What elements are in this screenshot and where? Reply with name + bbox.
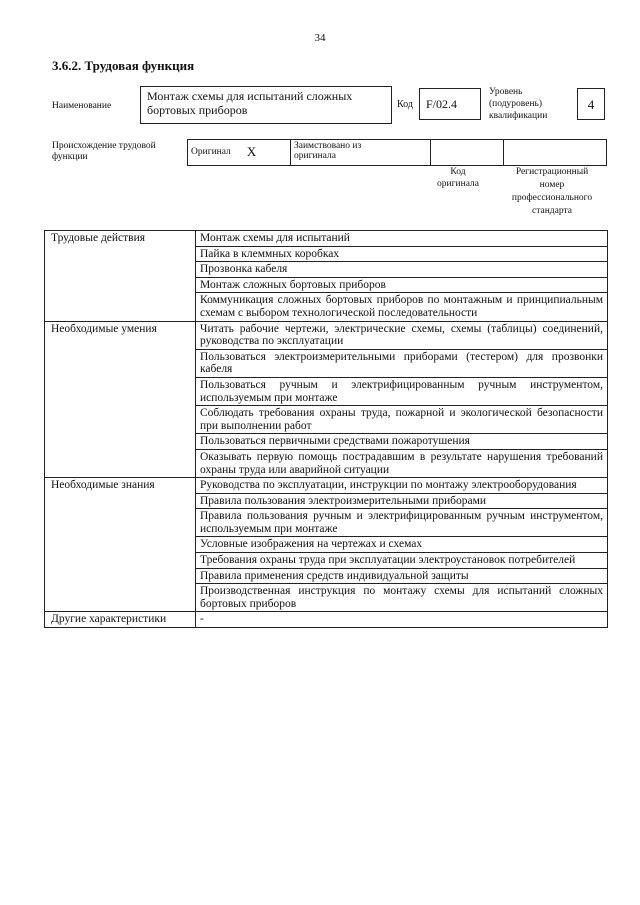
item-cell: Пайка в клеммных коробках [196, 246, 608, 262]
borrowed-cell [291, 140, 431, 166]
item-cell: Коммуникация сложных бортовых приборов по монтажным и принципиальным схемам с выбором технологической последовательности [196, 293, 608, 321]
category-cell: Необходимые умения [45, 321, 196, 478]
item-cell: Монтаж схемы для испытаний [196, 231, 608, 247]
qualification-level-box: 4 [577, 88, 605, 120]
level-label-line: (подуровень) [489, 99, 543, 109]
table-row [45, 231, 608, 247]
origin-table [187, 139, 607, 166]
reg-number-caption [496, 166, 608, 218]
caption-line: номер [539, 180, 565, 190]
caption-line: оригинала [437, 179, 479, 189]
caption-line: Код [450, 167, 466, 177]
item-cell: Руководства по эксплуатации, инструкции по монтажу электрооборудования [196, 478, 608, 494]
item-cell: Условные изображения на чертежах и схемах [196, 537, 608, 553]
origin-label-line: функции [52, 152, 88, 162]
category-cell: Необходимые знания [45, 478, 196, 612]
item-cell: Правила пользования ручным и электрифицированным ручным инструментом, используемым при монтаже [196, 509, 608, 537]
code-value-box: F/02.4 [419, 88, 481, 120]
item-cell: Пользоваться электроизмерительными приборами (тестером) для прозвонки кабеля [196, 349, 608, 377]
reg-number-cell [504, 140, 607, 166]
original-code-caption [428, 166, 488, 190]
page-number: 34 [314, 32, 326, 44]
table-row [45, 321, 608, 349]
function-details-table [44, 230, 608, 628]
item-cell: Читать рабочие чертежи, электрические схемы, схемы (таблицы) соединений, руководства по эксплуатации [196, 321, 608, 349]
item-cell: Оказывать первую помощь пострадавшим в результате нарушения требований охраны труда или аварийной ситуации [196, 449, 608, 477]
item-cell: Соблюдать требования охраны труда, пожарной и экологической безопасности при выполнении работ [196, 406, 608, 434]
item-cell: Пользоваться первичными средствами пожаротушения [196, 434, 608, 450]
level-label-line: Уровень [489, 87, 523, 97]
original-mark: X [246, 144, 257, 160]
item-cell: Пользоваться ручным и электрифицированным ручным инструментом, используемым при монтаже [196, 377, 608, 405]
item-cell: Прозвонка кабеля [196, 262, 608, 278]
origin-label [52, 141, 156, 163]
item-cell: Правила применения средств индивидуальной защиты [196, 568, 608, 584]
item-cell: Требования охраны труда при эксплуатации электроустановок потребителей [196, 553, 608, 569]
table-row [45, 612, 608, 628]
original-cell [188, 140, 291, 166]
item-cell: Монтаж сложных бортовых приборов [196, 277, 608, 293]
caption-line: профессионального [511, 193, 593, 203]
section-title: 3.6.2. Трудовая функция [52, 58, 195, 73]
category-cell: Другие характеристики [45, 612, 196, 628]
borrowed-label-line: оригинала [294, 151, 336, 161]
item-cell: Производственная инструкция по монтажу схемы для испытаний сложных бортовых приборов [196, 584, 608, 612]
table-row [45, 478, 608, 494]
code-label: Код [397, 99, 413, 110]
function-name-box: Монтаж схемы для испытаний сложных бортовых приборов [140, 86, 392, 124]
item-cell: - [196, 612, 608, 628]
caption-line: Регистрационный [515, 167, 589, 177]
item-cell: Правила пользования электроизмерительными приборами [196, 493, 608, 509]
borrowed-label-line: Заимствовано из [294, 141, 362, 151]
name-label: Наименование [52, 101, 112, 111]
qualification-level-label [489, 86, 547, 122]
category-cell: Трудовые действия [45, 231, 196, 322]
original-code-cell [431, 140, 504, 166]
level-label-line: квалификации [489, 111, 548, 121]
caption-line: стандарта [532, 206, 572, 216]
origin-label-line: Происхождение трудовой [52, 141, 156, 151]
original-label: Оригинал [191, 147, 231, 158]
